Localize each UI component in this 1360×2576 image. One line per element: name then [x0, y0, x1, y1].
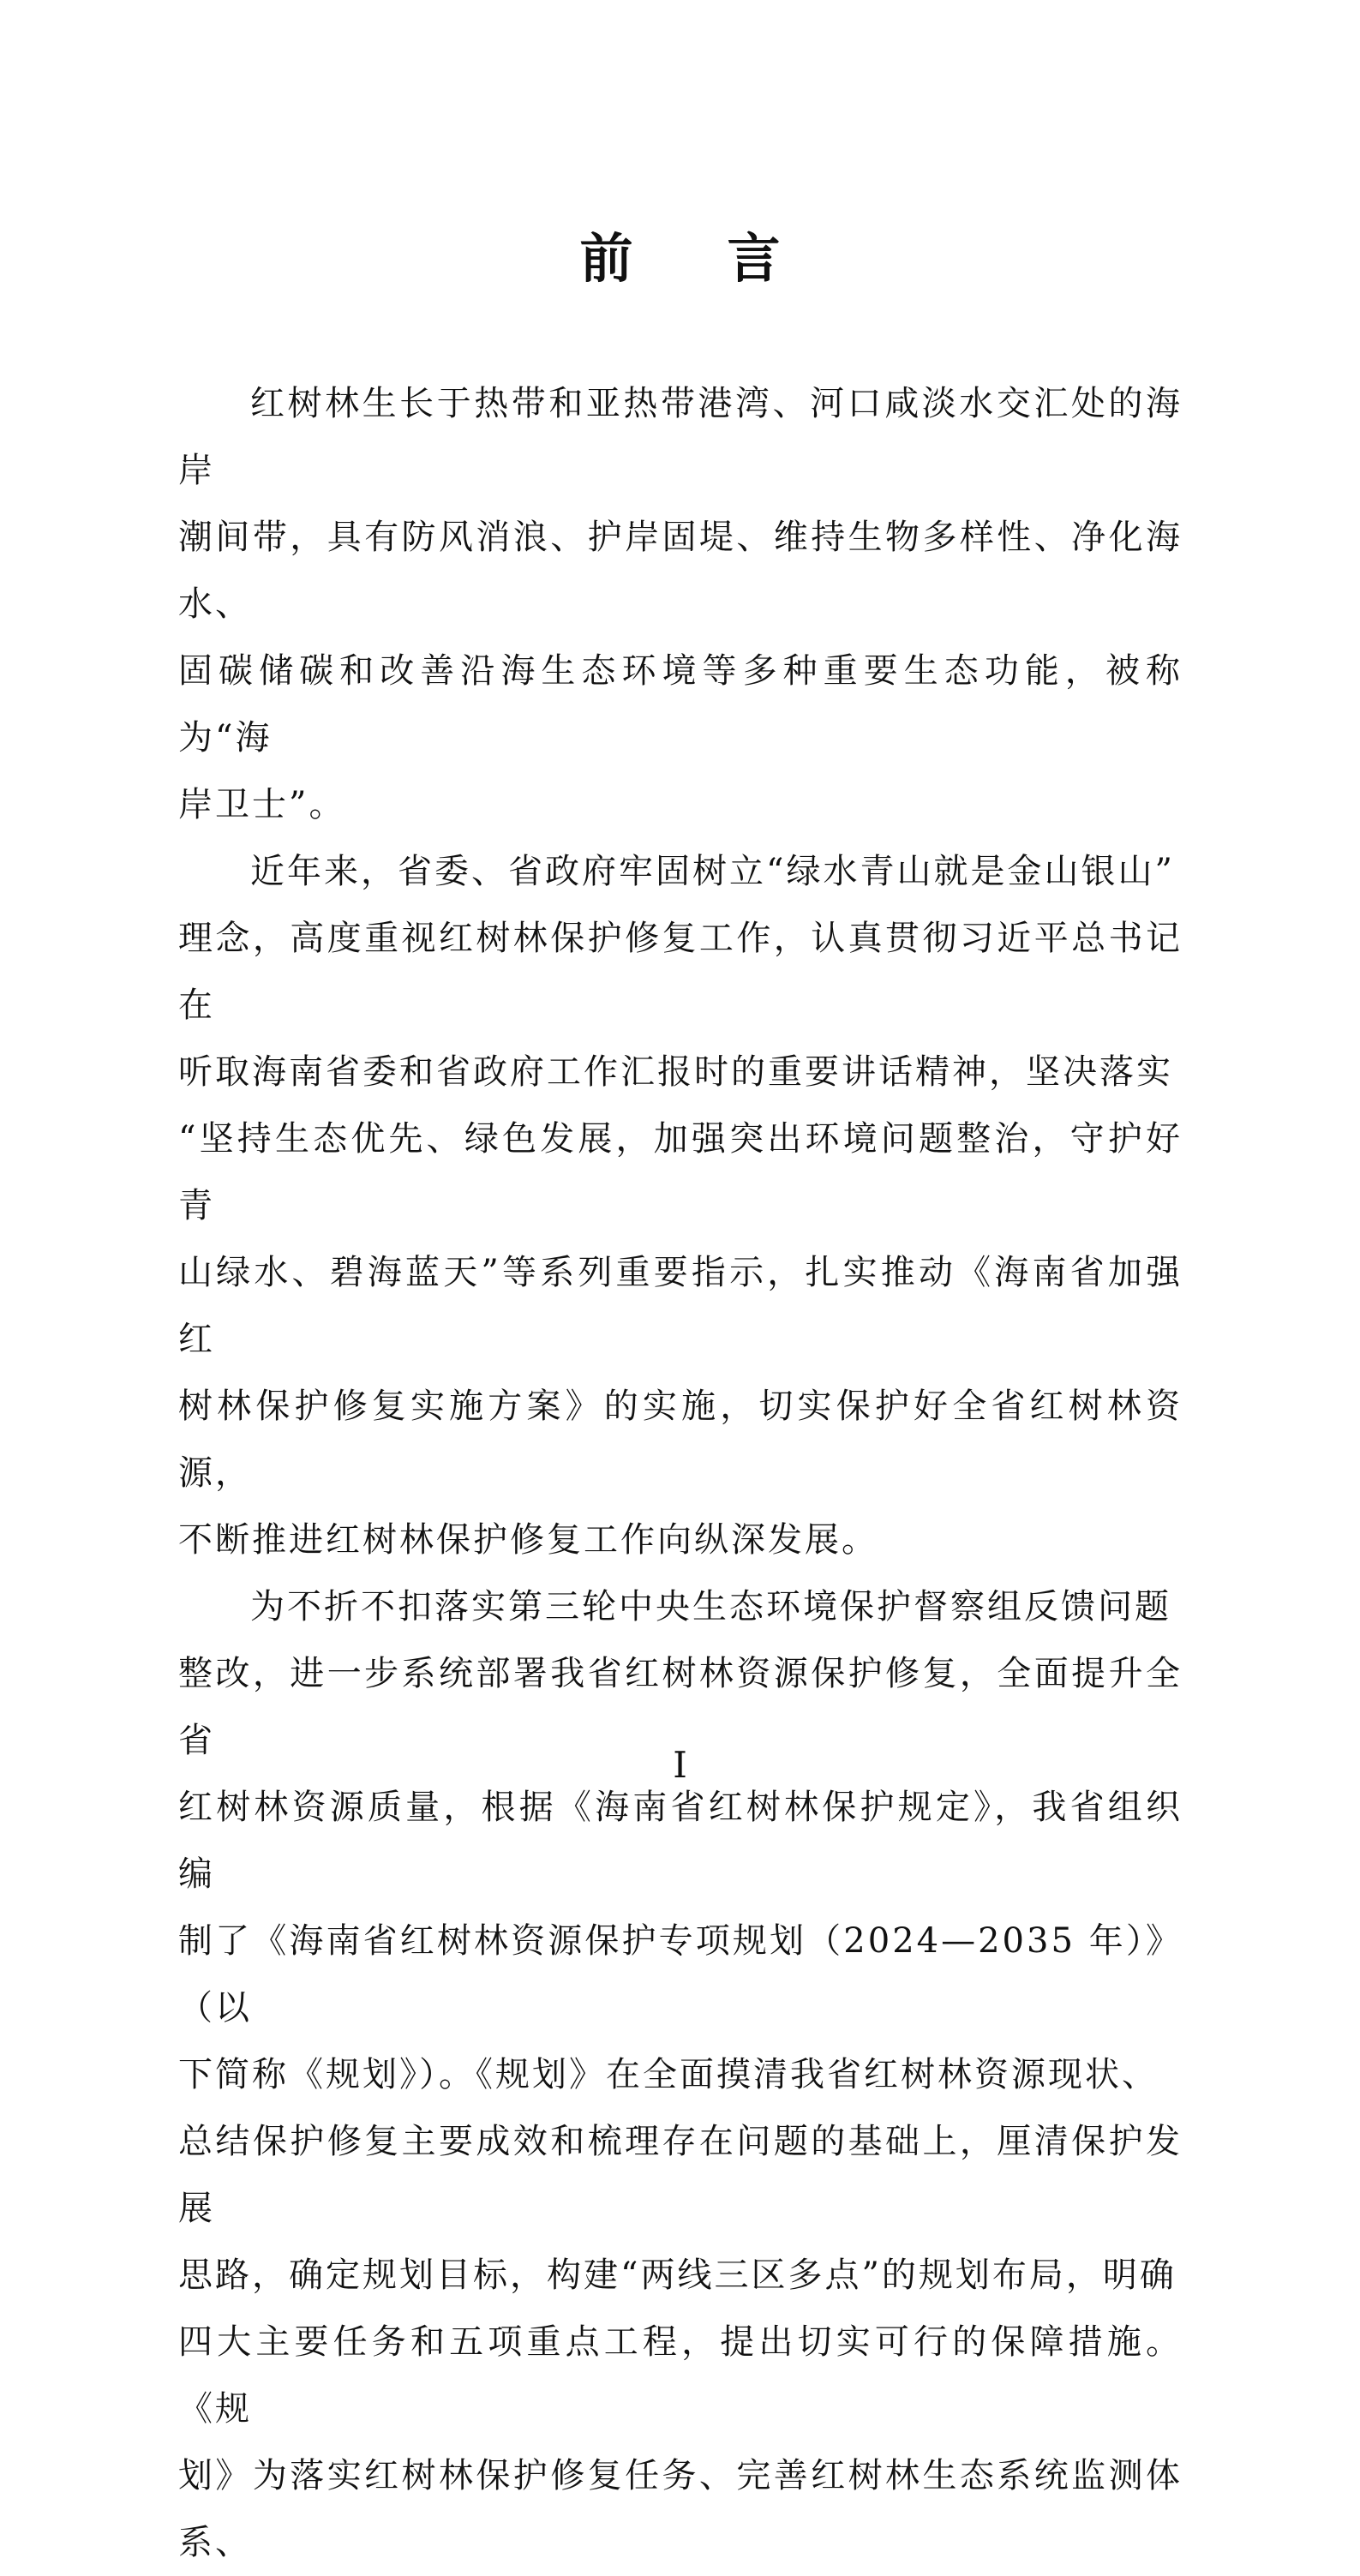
- paragraph-2: 近年来，省委、省政府牢固树立“绿水青山就是金山银山” 理念，高度重视红树林保护修复工作，认真贯彻习近平总书记在 听取海南省委和省政府工作汇报时的重要讲话精神，坚决落实 “坚持生态优先、绿色发展，加强突出环境问题整治，守护好青 山绿水、碧海蓝天”等系列重要指示，扎实推动《海南省加强红 树林保护修复实施方案》的实施，切实保护好全省红树林资源， 不断推进红树林保护修复工作向纵深发展。: [178, 852, 1183, 1560]
- page-number: I: [673, 1744, 687, 1786]
- document-body: [178, 370, 1183, 2576]
- paragraph-1: 红树林生长于热带和亚热带港湾、河口咸淡水交汇处的海岸 潮间带，具有防风消浪、护岸固堤、维持生物多样性、净化海水、 固碳储碳和改善沿海生态环境等多种重要生态功能，被称为“海 岸卫士”。: [178, 384, 1183, 824]
- paragraph-3: 为不折不扣落实第三轮中央生态环境保护督察组反馈问题 整改，进一步系统部署我省红树林资源保护修复，全面提升全省 红树林资源质量，根据《海南省红树林保护规定》，我省组织编 制了《海南省红树林资源保护专项规划（2024—2035 年）》（以 下简称《规划》）。《规划》在全面摸清我省红树林资源现状、 总结保护修复主要成效和梳理存在问题的基础上，厘清保护发展 思路，确定规划目标，构建“两线三区多点”的规划布局，明确 四大主要任务和五项重点工程，提出切实可行的保障措施。《规 划》为落实红树林保护修复任务、完善红树林生态系统监测体系、: [178, 1587, 1183, 2562]
- page-title: 前言: [579, 227, 875, 290]
